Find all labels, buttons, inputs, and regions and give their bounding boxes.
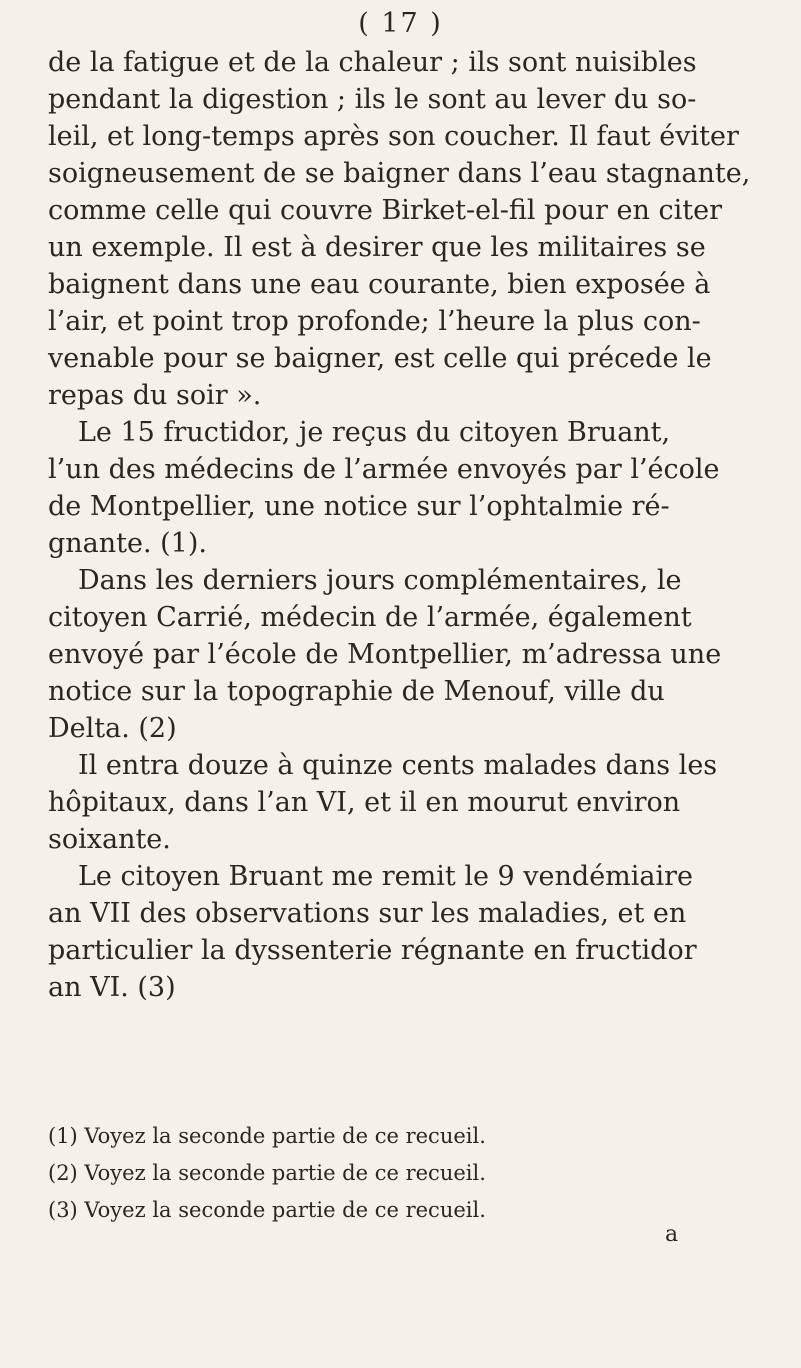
footnote-2: (2) Voyez la seconde partie de ce recueil. — [48, 1161, 486, 1185]
text-line: an VII des observations sur les maladies, et en — [48, 898, 687, 929]
text-line: notice sur la topographie de Menouf, ville du — [48, 676, 665, 707]
body-text — [48, 44, 766, 1006]
text-line: venable pour se baigner, est celle qui précede le — [48, 343, 712, 374]
signature-mark: a — [665, 1222, 679, 1247]
text-line: soixante. — [48, 824, 171, 855]
text-line: Le 15 fructidor, je reçus du citoyen Bruant, — [78, 417, 671, 448]
text-line: Il entra douze à quinze cents malades dans les — [78, 750, 718, 781]
paragraph-1 — [48, 44, 766, 414]
text-line: citoyen Carrié, médecin de l’armée, également — [48, 602, 692, 633]
paragraph-2 — [48, 414, 766, 562]
text-line: hôpitaux, dans l’an VI, et il en mourut environ — [48, 787, 681, 818]
text-line: leil, et long-temps après son coucher. Il faut éviter — [48, 121, 739, 152]
text-line: particulier la dyssenterie régnante en fructidor — [48, 935, 697, 966]
text-line: Dans les derniers jours complémentaires, le — [78, 565, 682, 596]
text-line: soigneusement de se baigner dans l’eau stagnante, — [48, 158, 751, 189]
paragraph-5 — [48, 858, 766, 1006]
text-line: repas du soir ». — [48, 380, 262, 411]
footnotes — [48, 1118, 766, 1229]
text-line: baignent dans une eau courante, bien exposée à — [48, 269, 711, 300]
text-line: l’un des médecins de l’armée envoyés par l’école — [48, 454, 720, 485]
paragraph-3 — [48, 562, 766, 747]
text-line: de la fatigue et de la chaleur ; ils sont nuisibles — [48, 47, 697, 78]
footnote-1: (1) Voyez la seconde partie de ce recueil. — [48, 1124, 486, 1148]
text-line: an VI. (3) — [48, 972, 176, 1003]
text-line: l’air, et point trop profonde; l’heure la plus con- — [48, 306, 701, 337]
text-line: envoyé par l’école de Montpellier, m’adressa une — [48, 639, 722, 670]
text-line: Delta. (2) — [48, 713, 177, 744]
text-line: un exemple. Il est à desirer que les militaires se — [48, 232, 706, 263]
paragraph-4 — [48, 747, 766, 858]
footnote-3: (3) Voyez la seconde partie de ce recueil. — [48, 1198, 486, 1222]
text-line: Le citoyen Bruant me remit le 9 vendémiaire — [78, 861, 694, 892]
text-line: de Montpellier, une notice sur l’ophtalmie ré- — [48, 491, 670, 522]
text-line: pendant la digestion ; ils le sont au lever du so- — [48, 84, 697, 115]
page-number: ( 17 ) — [358, 8, 443, 39]
text-line: gnante. (1). — [48, 528, 207, 559]
text-line: comme celle qui couvre Birket-el-fil pour en citer — [48, 195, 722, 226]
